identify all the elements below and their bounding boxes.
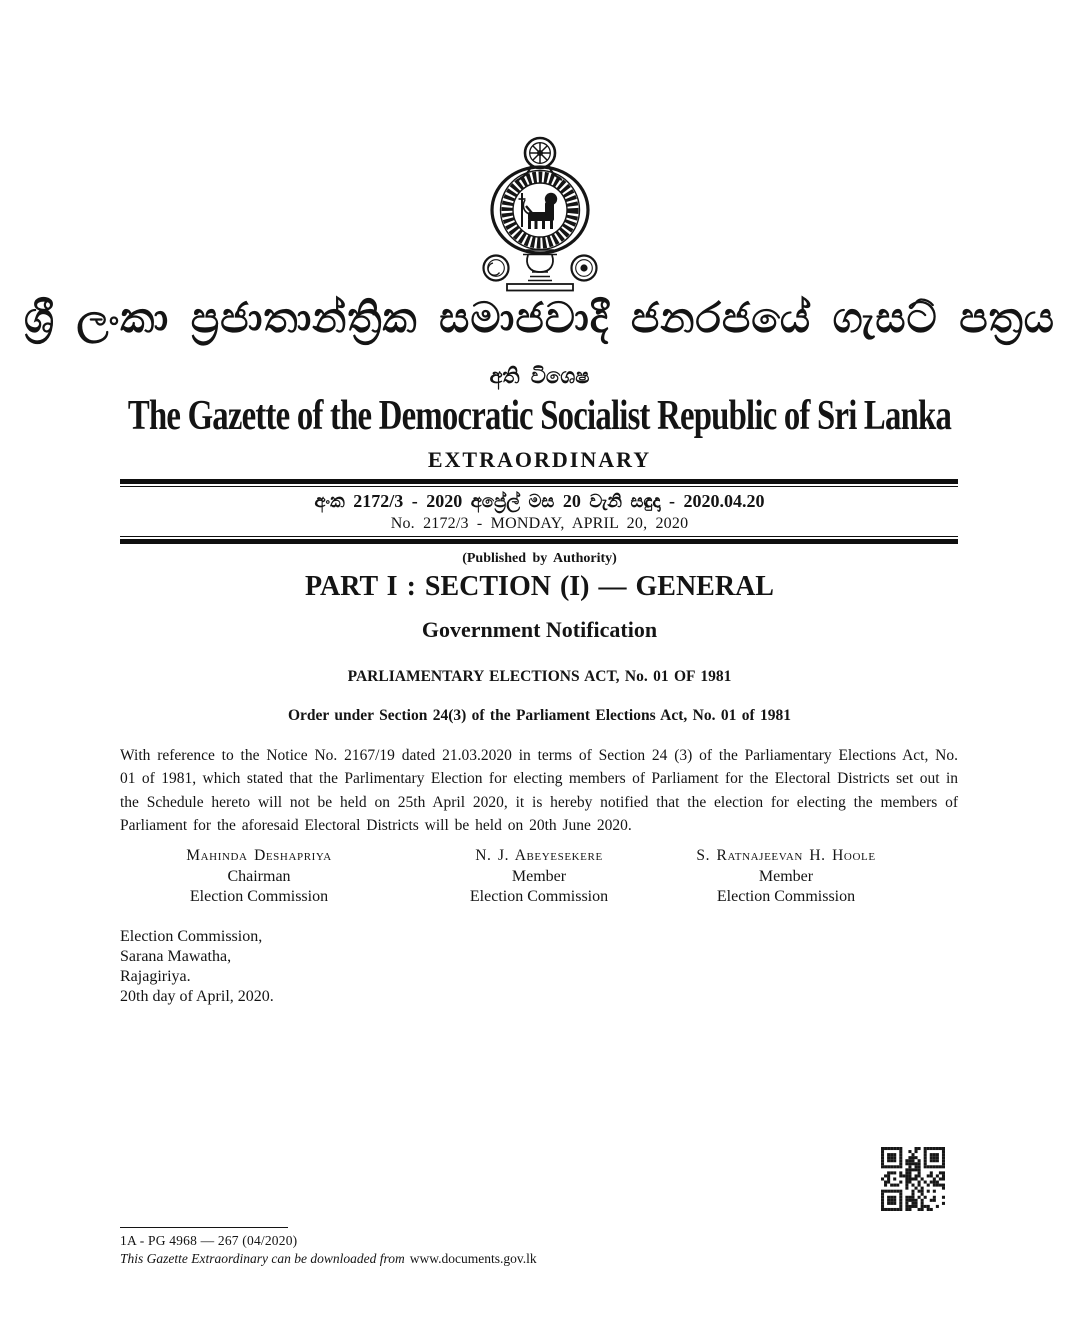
signatory-role: Member: [758, 867, 814, 885]
edition-label: EXTRAORDINARY: [427, 447, 652, 472]
dharmachakra-icon: [525, 138, 555, 168]
signatory-name: Mahinda Deshapriya: [186, 847, 332, 864]
signoff-line: Sarana Mawatha,: [120, 948, 232, 965]
footer-rule: [120, 1227, 288, 1228]
download-note: [120, 1251, 537, 1267]
signatory-org: Election Commission: [716, 888, 856, 905]
signatory-role: Member: [511, 867, 567, 885]
issue-line-english: No. 2172/3 - MONDAY, APRIL 20, 2020: [390, 515, 689, 532]
signatories-row: [0, 846, 1079, 908]
part-heading: PART I : SECTION (I) — GENERAL: [305, 571, 774, 602]
print-code: 1A - PG 4968 — 267 (04/2020): [120, 1233, 298, 1248]
order-title: Order under Section 24(3) of the Parliament Elections Act, No. 01 of 1981: [287, 707, 792, 724]
signoff-address: [120, 927, 274, 1007]
masthead-title-english: The Gazette of the Democratic Socialist Republic of Sri Lanka: [127, 393, 952, 439]
signatory-name: N. J. Abeyesekere: [475, 847, 603, 864]
signatory-member-2: [696, 846, 875, 908]
signoff-line: 20th day of April, 2020.: [120, 988, 274, 1005]
signatory-org: Election Commission: [189, 888, 329, 905]
notification-paragraph: With reference to the Notice No. 2167/19 dated 21.03.2020 in terms of Section 24 (3) of the Parliamentary Elections Act, No. 01 of 1981, which stated that the Parlimentary Election for electing members of Parliament for the Electoral Districts set out in the Schedule hereto will not be held on 25th April 2020, it is hereby notified that the election for electing the members of Parliament for the aforesaid Electoral Districts will be held on 20th June 2020.: [120, 747, 958, 835]
signatory-chairman: [186, 846, 332, 908]
signatory-role: Chairman: [227, 867, 291, 885]
masthead-title-sinhala: ශ්‍රී ලංකා ප්‍රජාතාන්ත්‍රික සමාජවාදී ජනරජයේ ගැසට් පත්‍රය: [24, 296, 1055, 342]
moon-icon: [483, 256, 508, 281]
government-notification-heading: Government Notification: [421, 617, 658, 642]
qr-code-icon: [881, 1147, 945, 1211]
published-by-authority: (Published by Authority): [462, 551, 617, 566]
double-rule-bottom: [120, 536, 958, 544]
sun-icon: [571, 256, 596, 281]
sri-lanka-emblem-icon: [470, 133, 610, 297]
qr-code-graphic: [881, 1147, 945, 1211]
pot-icon: [523, 250, 557, 281]
emblem-graphic: [470, 133, 610, 297]
masthead-subtitle-sinhala: අති විශෙෂ: [489, 364, 590, 388]
signatory-member-1: [470, 846, 608, 908]
signoff-line: Election Commission,: [120, 928, 263, 945]
lion-icon: [518, 193, 557, 229]
issue-line-sinhala: අංක 2172/3 - 2020 අප්‍රේල් මස 20 වැනි සඳුදා - 2020.04.20: [314, 491, 765, 511]
signatory-org: Election Commission: [469, 888, 609, 905]
act-title: PARLIAMENTARY ELECTIONS ACT, No. 01 OF 1981: [347, 668, 732, 685]
double-rule-top: [120, 479, 958, 487]
signoff-line: Rajagiriya.: [120, 968, 191, 985]
download-note-text: This Gazette Extraordinary can be downloaded from: [120, 1251, 405, 1266]
download-url: www.documents.gov.lk: [409, 1251, 537, 1266]
signatory-name: S. Ratnajeevan H. Hoole: [696, 847, 876, 864]
